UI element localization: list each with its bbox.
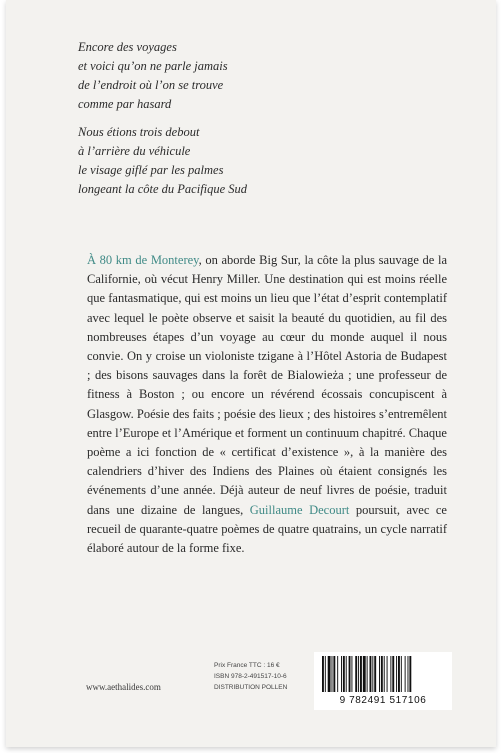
- poem-line: de l’endroit où l’on se trouve: [78, 78, 224, 92]
- barcode-bar: [349, 656, 351, 692]
- barcode-bar: [374, 656, 376, 692]
- barcode-number: 9 782491 517106: [339, 695, 427, 706]
- barcode-bar: [363, 656, 366, 692]
- barcode-bar: [387, 656, 388, 692]
- barcode-bar: [322, 656, 324, 692]
- poem-line: comme par hasard: [78, 97, 172, 111]
- blurb-accent-opening: À 80 km de Monterey: [87, 253, 199, 267]
- poem-line: Nous étions trois debout: [78, 125, 200, 139]
- blurb-text-part-1: , on aborde Big Sur, la côte la plus sauvage de la Californie, où vécut Henry Miller. Une destination qui est moins réelle que fantasmatique, qui est moins un lieu que l’état d’esprit contemplatif avec lequel le poète observe et saisit la beauté du quotidien, au fil des nombreuses étapes d’un voyage au cœur du monde auquel il nous convie. On y croise un violoniste tzigane à l’Hôtel Astoria de Budapest ; des bisons sauvages dans la forêt de Bialowieża ; une professeur de fitness à Boston ; ou encore un révérend écossais concupiscent à Glasgow. Poésie des faits ; poésie des lieux ; des histoires s’entremêlent entre l’Europe et l’Amérique et forment un continuum chapitré. Chaque poème a ici fonction de « certificat d’existence », à la manière des calendriers d’hiver des Indiens des Plaines où étaient consignés les événements d’une année. Déjà auteur de neuf livres de poésie, traduit dans une dizaine de langues,: [87, 253, 447, 517]
- barcode-bar: [392, 656, 394, 692]
- price-label: Prix France TTC : 16 €: [214, 662, 280, 669]
- barcode-bar: [370, 656, 372, 692]
- barcode-bar: [396, 656, 397, 692]
- barcode-bar: [341, 656, 342, 692]
- poem-line: à l’arrière du véhicule: [78, 144, 191, 158]
- barcode-bar: [333, 656, 335, 692]
- barcode-bar: [384, 656, 385, 692]
- barcode-bar: [332, 656, 333, 692]
- poem-stanza-2: [78, 123, 247, 199]
- barcode-bar: [367, 656, 368, 692]
- poem-line: Encore des voyages: [78, 40, 177, 54]
- barcode-bar: [360, 656, 362, 692]
- blurb-paragraph: [87, 251, 447, 558]
- book-back-cover: [6, 0, 496, 747]
- barcode-bar: [409, 656, 411, 692]
- barcode-bar: [401, 656, 402, 692]
- barcode-bar: [351, 656, 352, 692]
- barcode-bar: [325, 656, 326, 692]
- barcode-bar: [355, 656, 357, 692]
- barcode-bar: [405, 656, 406, 692]
- isbn-label: ISBN 978-2-491517-10-6: [214, 673, 287, 680]
- poem-line: le visage giflé par les palmes: [78, 163, 224, 177]
- price-info: [214, 660, 287, 693]
- author-name: Guillaume Decourt: [249, 502, 350, 517]
- distribution-label: DISTRIBUTION POLLEN: [214, 684, 288, 691]
- barcode-bar: [372, 656, 373, 692]
- barcode-bars-icon: [314, 652, 452, 696]
- barcode-bar: [328, 656, 331, 692]
- poem-line: et voici qu’on ne parle jamais: [78, 59, 228, 73]
- barcode-bar: [379, 656, 380, 692]
- poem-stanza-1: [78, 38, 228, 114]
- blurb-text-part-2: poursuit, avec ce recueil de quarante-quatre poèmes de quatre quatrains, un cycle narratif élaboré autour de la forme fixe.: [87, 502, 447, 556]
- barcode-bar: [408, 656, 409, 692]
- isbn-barcode: [314, 652, 452, 710]
- barcode-bar: [398, 656, 400, 692]
- barcode-bar: [381, 656, 383, 692]
- publisher-website: www.aethalides.com: [86, 682, 161, 692]
- barcode-bar: [390, 656, 391, 692]
- barcode-bar: [337, 656, 338, 692]
- poem-line: longeant la côte du Pacifique Sud: [78, 182, 248, 196]
- barcode-bar: [358, 656, 359, 692]
- barcode-bar: [343, 656, 345, 692]
- barcode-bar: [346, 656, 347, 692]
